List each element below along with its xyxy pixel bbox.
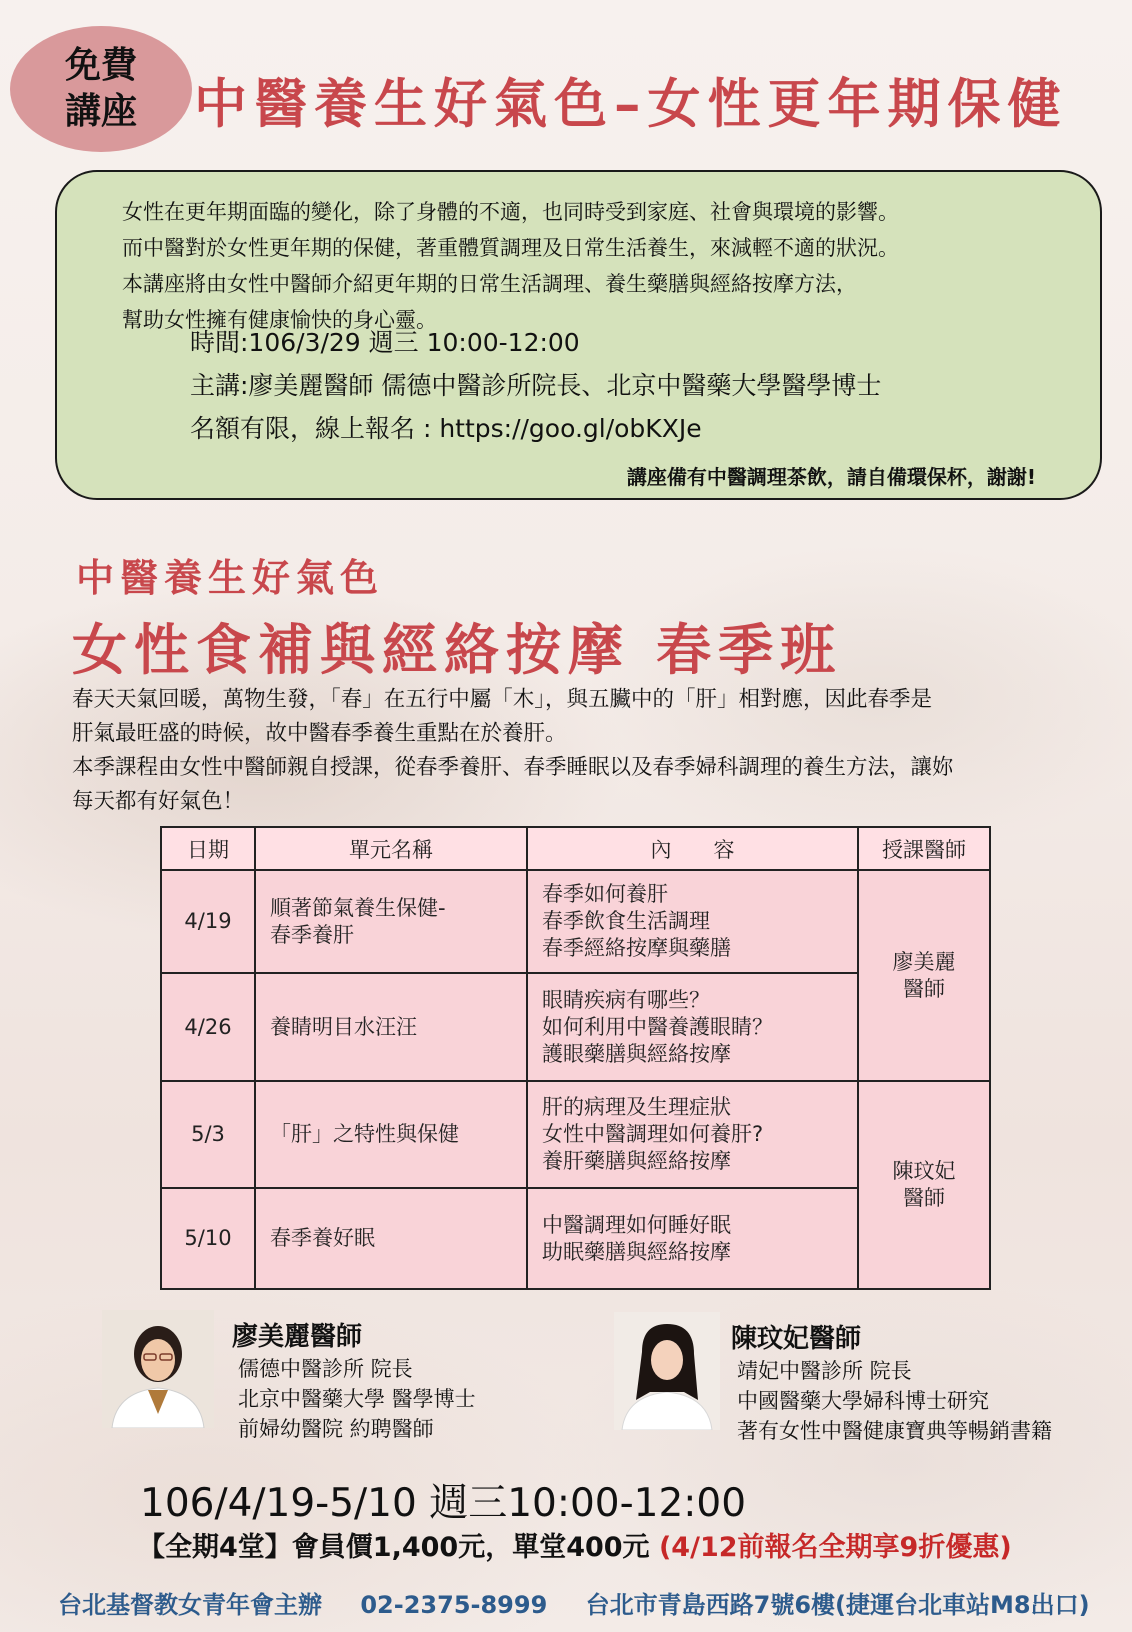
doctor-chen-credentials (737, 1356, 1052, 1446)
table-row (161, 870, 990, 973)
row-date: 5/3 (161, 1081, 255, 1188)
teacher-name: 廖美麗 (892, 949, 956, 974)
badge-line-2: 講座 (64, 91, 137, 132)
content-line: 肝的病理及生理症狀 (542, 1095, 731, 1119)
schedule-table (160, 826, 991, 1290)
unit-line: 春季養肝 (270, 922, 354, 947)
content-line: 春季飲食生活調理 (542, 909, 710, 933)
row-unit (255, 973, 527, 1081)
address: 台北市青島西路7號6樓(捷運台北車站M8出口) (585, 1591, 1090, 1619)
credential-line: 靖妃中醫診所 院長 (737, 1359, 912, 1383)
row-date: 4/26 (161, 973, 255, 1081)
course-description-line: 春天天氣回暖，萬物生發，「春」在五行中屬「木」，與五臟中的「肝」相對應，因此春季是 (72, 687, 933, 712)
page-title: 中醫養生好氣色–女性更年期保健 (194, 73, 1068, 135)
lecture-description-line: 女性在更年期面臨的變化，除了身體的不適，也同時受到家庭、社會與環境的影響。 (122, 200, 899, 224)
lecture-speaker: 主講:廖美麗醫師 儒德中醫診所院長、北京中醫藥大學醫學博士 (190, 371, 882, 400)
row-content (527, 1081, 858, 1188)
row-teacher (858, 870, 990, 1081)
unit-line: 「肝」之特性與保健 (270, 1122, 459, 1146)
lecture-time: 時間:106/3/29 週三 10:00-12:00 (190, 328, 580, 357)
header-date: 日期 (161, 827, 255, 870)
doctor-portrait-icon (102, 1310, 214, 1428)
row-date: 4/19 (161, 870, 255, 973)
content-line: 護眼藥膳與經絡按摩 (542, 1041, 731, 1066)
unit-line: 春季養好眠 (270, 1226, 375, 1250)
credential-line: 前婦幼醫院 約聘醫師 (238, 1417, 434, 1441)
doctor-portrait-icon (614, 1312, 720, 1430)
lecture-note: 講座備有中醫調理茶飲，請自備環保杯，謝謝! (626, 465, 1036, 489)
credential-line: 中國醫藥大學婦科博士研究 (737, 1389, 989, 1413)
header-teacher: 授課醫師 (858, 827, 990, 870)
badge-line-1: 免費 (64, 45, 137, 86)
course-subtitle: 中醫養生好氣色 (76, 555, 385, 600)
early-bird-promo: (4/12前報名全期享9折優惠) (658, 1532, 1012, 1563)
header-content: 內 容 (527, 827, 858, 870)
lecture-description-line: 幫助女性擁有健康愉快的身心靈。 (122, 308, 437, 332)
course-description-line: 每天都有好氣色！ (72, 789, 245, 814)
table-header-row (161, 827, 990, 870)
doctor-chen-name: 陳玟妃醫師 (731, 1324, 862, 1354)
row-date: 5/10 (161, 1188, 255, 1289)
header-unit: 單元名稱 (255, 827, 527, 870)
credential-line: 著有女性中醫健康寶典等暢銷書籍 (737, 1419, 1052, 1443)
course-description-line: 肝氣最旺盛的時候，故中醫春季養生重點在於養肝。 (72, 721, 567, 746)
course-date-time: 106/4/19-5/10 週三10:00-12:00 (140, 1481, 747, 1526)
free-lecture-badge (10, 26, 192, 152)
organizer: 台北基督教女青年會主辦 (58, 1591, 322, 1619)
doctor-liao-name: 廖美麗醫師 (232, 1322, 363, 1352)
contact-line (58, 1585, 1090, 1620)
credential-line: 北京中醫藥大學 醫學博士 (238, 1387, 476, 1411)
doctor-chen-photo (614, 1312, 720, 1430)
row-content (527, 870, 858, 973)
unit-line: 順著節氣養生保健- (270, 895, 446, 920)
lecture-description-line: 本講座將由女性中醫師介紹更年期的日常生活調理、養生藥膳與經絡按摩方法， (122, 272, 857, 296)
row-unit (255, 1081, 527, 1188)
lecture-description (122, 194, 1082, 338)
unit-line: 養睛明目水汪汪 (270, 1014, 417, 1039)
teacher-title: 醫師 (903, 1186, 945, 1210)
price-line (138, 1525, 1012, 1564)
doctor-liao-photo (102, 1310, 214, 1428)
course-description-line: 本季課程由女性中醫師親自授課，從春季養肝、春季睡眠以及春季婦科調理的養生方法，讓妳 (72, 755, 954, 780)
registration-link[interactable]: 名額有限，線上報名 : https://goo.gl/obKXJe (190, 414, 702, 443)
course-description (72, 683, 1102, 819)
content-line: 養肝藥膳與經絡按摩 (542, 1149, 731, 1173)
content-line: 如何利用中醫養護眼睛？ (542, 1014, 773, 1039)
table-row (161, 1081, 990, 1188)
credential-line: 儒德中醫診所 院長 (238, 1357, 413, 1381)
doctor-liao-credentials (238, 1354, 476, 1444)
course-title: 女性食補與經絡按摩 春季班 (72, 617, 843, 682)
content-line: 女性中醫調理如何養肝? (542, 1122, 764, 1146)
content-line: 助眠藥膳與經絡按摩 (542, 1239, 731, 1264)
row-unit (255, 1188, 527, 1289)
teacher-name: 陳玟妃 (892, 1159, 956, 1183)
lecture-description-line: 而中醫對於女性更年期的保健，著重體質調理及日常生活養生，來減輕不適的狀況。 (122, 236, 899, 260)
row-unit (255, 870, 527, 973)
teacher-title: 醫師 (903, 976, 945, 1001)
phone-number[interactable]: 02-2375-8999 (360, 1591, 548, 1619)
content-line: 眼睛疾病有哪些？ (542, 987, 710, 1012)
content-line: 春季如何養肝 (542, 882, 668, 906)
content-line: 春季經絡按摩與藥膳 (542, 936, 731, 960)
row-teacher (858, 1081, 990, 1289)
row-content (527, 1188, 858, 1289)
content-line: 中醫調理如何睡好眠 (542, 1212, 731, 1237)
row-content (527, 973, 858, 1081)
price-text: 【全期4堂】會員價1,400元，單堂400元 (138, 1532, 650, 1563)
